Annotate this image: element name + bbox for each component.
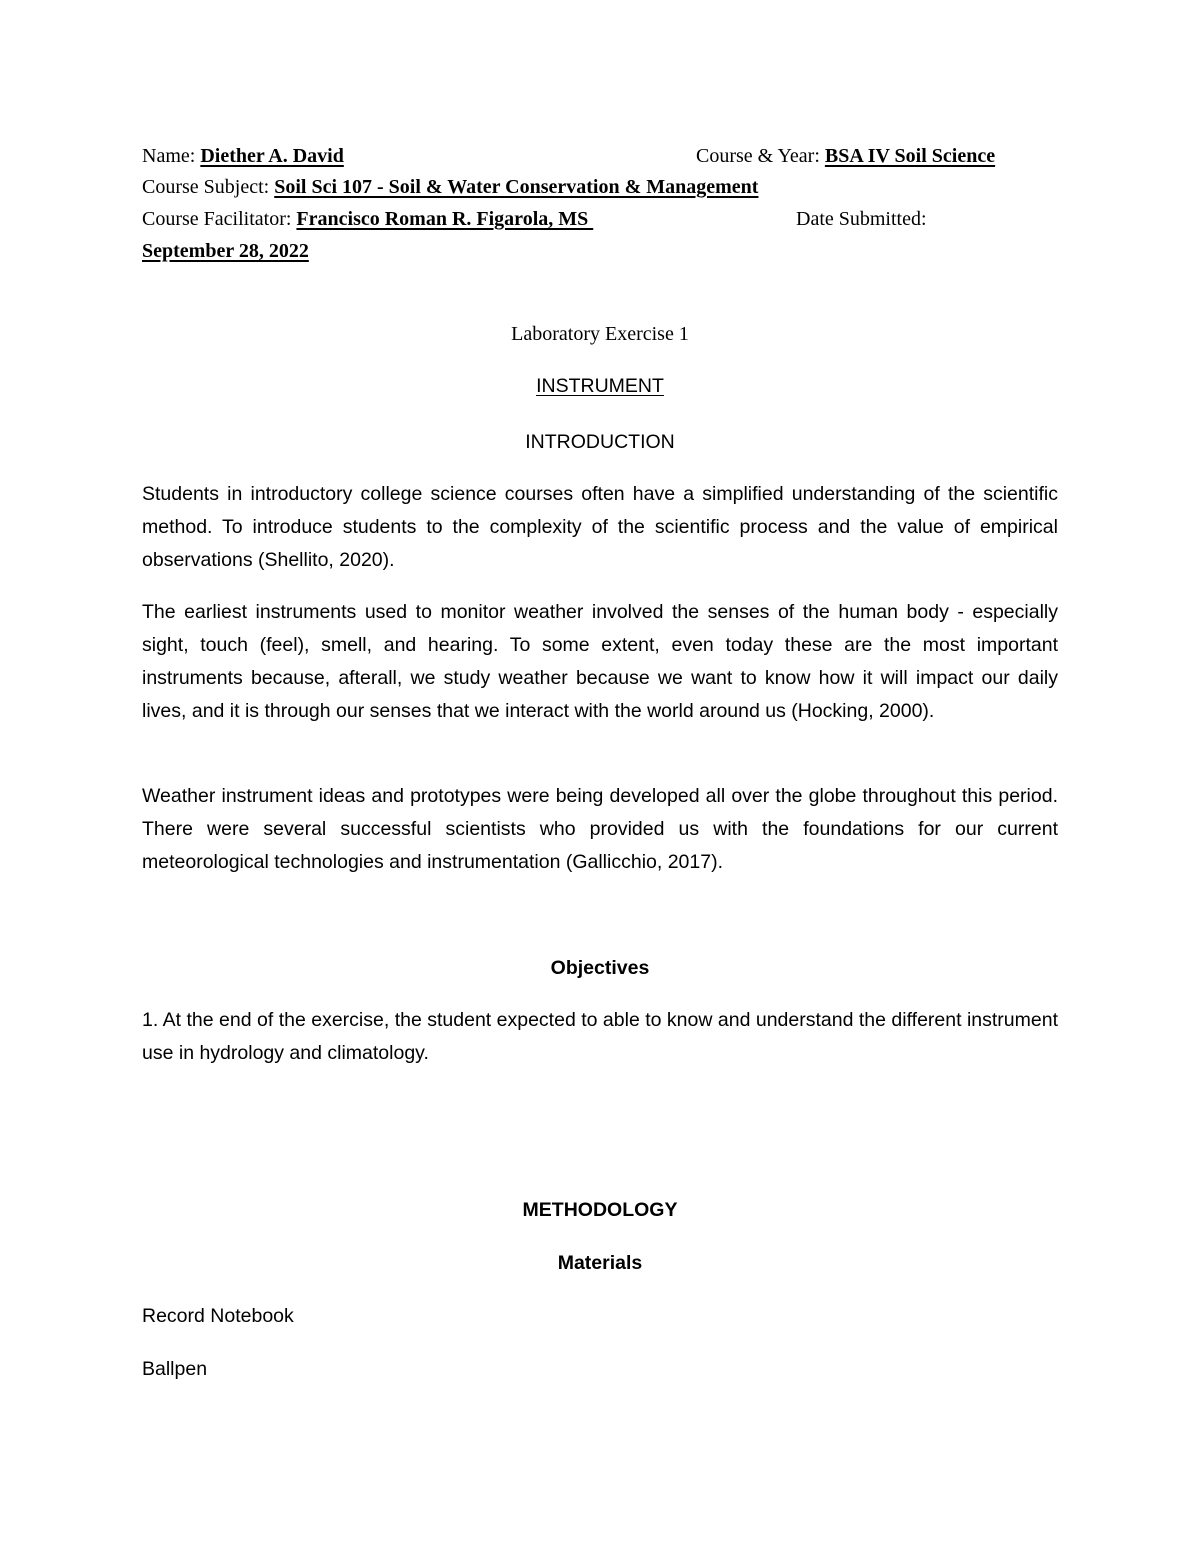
subject-value: Soil Sci 107 - Soil & Water Conservation & Management bbox=[274, 176, 759, 198]
date-submitted-value: September 28, 2022 bbox=[142, 240, 309, 262]
material-item: Ballpen bbox=[142, 1358, 208, 1380]
facilitator-value: Francisco Roman R. Figarola, MS bbox=[296, 208, 594, 230]
material-item: Record Notebook bbox=[142, 1305, 294, 1327]
intro-paragraph: The earliest instruments used to monitor weather involved the senses of the human body - especially sight, touch (feel), smell, and hearing. To some extent, even today these are the most important instruments because, afterall, we study weather because we want to know how it will impact our daily lives, and it is through our senses that we interact with the world around us (Hocking, 2000). bbox=[142, 601, 1058, 722]
name-label: Name: bbox=[142, 145, 201, 167]
topic-heading: INSTRUMENT bbox=[536, 375, 664, 397]
date-submitted-label: Date Submitted: bbox=[796, 208, 927, 230]
introduction-heading: INTRODUCTION bbox=[525, 431, 675, 453]
name-line bbox=[142, 144, 344, 168]
objectives-heading: Objectives bbox=[550, 957, 650, 979]
course-year-line bbox=[696, 144, 995, 168]
course-year-value: BSA IV Soil Science bbox=[824, 145, 996, 167]
date-submitted-line bbox=[142, 239, 309, 263]
exercise-title: Laboratory Exercise 1 bbox=[511, 323, 689, 345]
materials-heading: Materials bbox=[557, 1252, 643, 1274]
intro-paragraph: Weather instrument ideas and prototypes were being developed all over the globe throughout this period. There were several successful scientists who provided us with the foundations for our current meteorological technologies and instrumentation (Gallicchio, 2017). bbox=[142, 785, 1058, 873]
course-year-label: Course & Year: bbox=[696, 145, 825, 167]
subject-line bbox=[142, 175, 758, 199]
name-value: Diether A. David bbox=[200, 145, 344, 167]
facilitator-line bbox=[142, 207, 593, 231]
intro-paragraph: Students in introductory college science courses often have a simplified understanding of the scientific method. To introduce students to the complexity of the scientific process and the value of empirical observations (Shellito, 2020). bbox=[142, 483, 1058, 571]
facilitator-label: Course Facilitator: bbox=[142, 208, 297, 230]
methodology-heading: METHODOLOGY bbox=[522, 1199, 678, 1221]
subject-label: Course Subject: bbox=[142, 176, 275, 198]
objective-item: 1. At the end of the exercise, the student expected to able to know and understand the different instrument use in hydrology and climatology. bbox=[142, 1009, 1058, 1064]
